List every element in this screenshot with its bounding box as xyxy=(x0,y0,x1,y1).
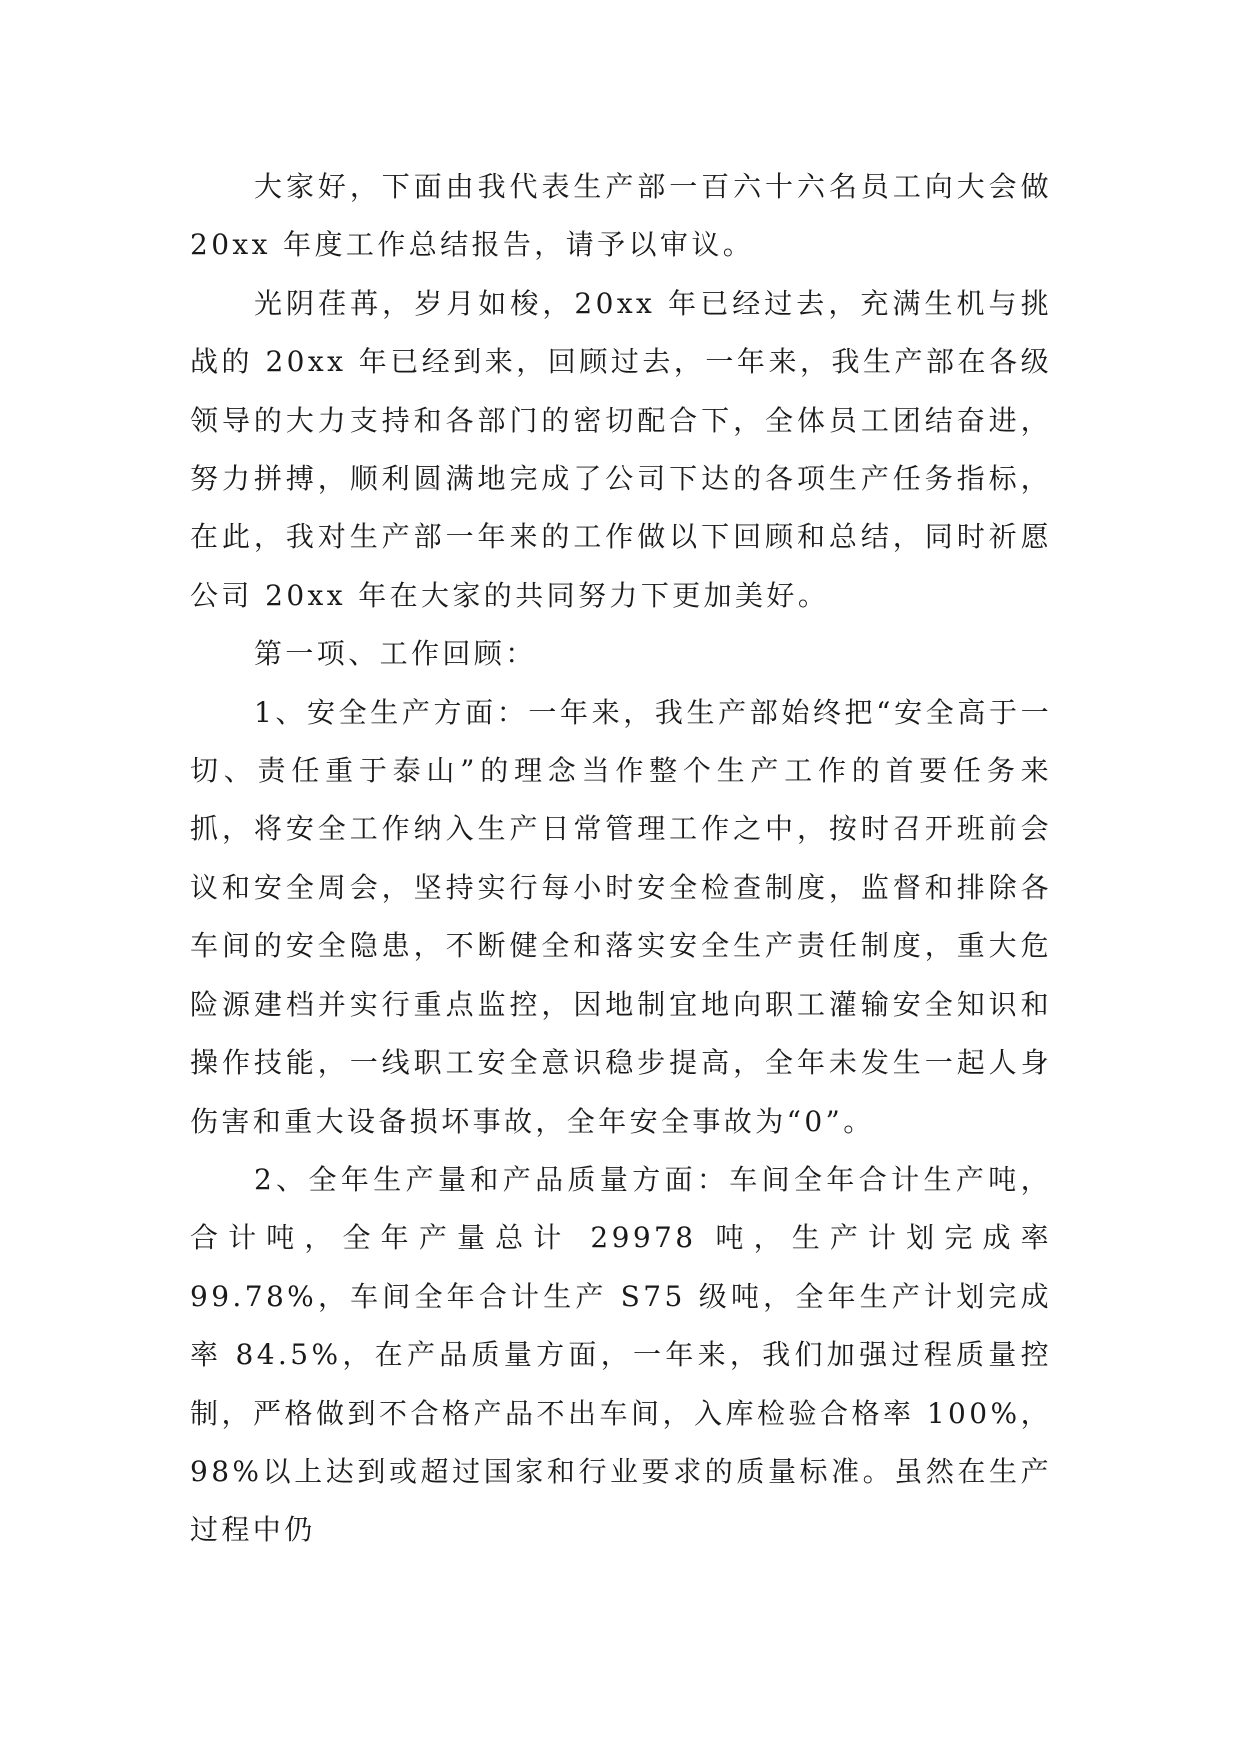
document-body xyxy=(190,158,1052,1560)
paragraph-output-quality: 2、全年生产量和产品质量方面：车间全年合计生产吨，合计吨，全年产量总计 29978 吨，生产计划完成率 99.78%，车间全年合计生产 S75 级吨，全年生产计划完成率 84.5%，在产品质量方面，一年来，我们加强过程质量控制，严格做到不合格产品不出车间，入库检验合格率 100%，98%以上达到或超过国家和行业要求的质量标准。虽然在生产过程中仍 xyxy=(190,1162,1052,1547)
paragraph-opening: 大家好，下面由我代表生产部一百六十六名员工向大会做 20xx 年度工作总结报告，请予以审议。 xyxy=(190,170,1052,262)
section-heading-work-review: 第一项、工作回顾： xyxy=(254,637,537,671)
paragraph-safety-production: 1、安全生产方面：一年来，我生产部始终把“安全高于一切、责任重于泰山”的理念当作整个生产工作的首要任务来抓，将安全工作纳入生产日常管理工作之中，按时召开班前会议和安全周会，坚持实行每小时安全检查制度，监督和排除各车间的安全隐患，不断健全和落实安全生产责任制度，重大危险源建档并实行重点监控，因地制宜地向职工灌输安全知识和操作技能，一线职工安全意识稳步提高，全年未发生一起人身伤害和重大设备损坏事故，全年安全事故为“0”。 xyxy=(190,695,1052,1138)
paragraph-review-intro: 光阴荏苒，岁月如梭，20xx 年已经过去，充满生机与挑战的 20xx 年已经到来，回顾过去，一年来，我生产部在各级领导的大力支持和各部门的密切配合下，全体员工团结奋进，努力拼搏，顺利圆满地完成了公司下达的各项生产任务指标，在此，我对生产部一年来的工作做以下回顾和总结，同时祈愿公司 20xx 年在大家的共同努力下更加美好。 xyxy=(190,286,1052,612)
